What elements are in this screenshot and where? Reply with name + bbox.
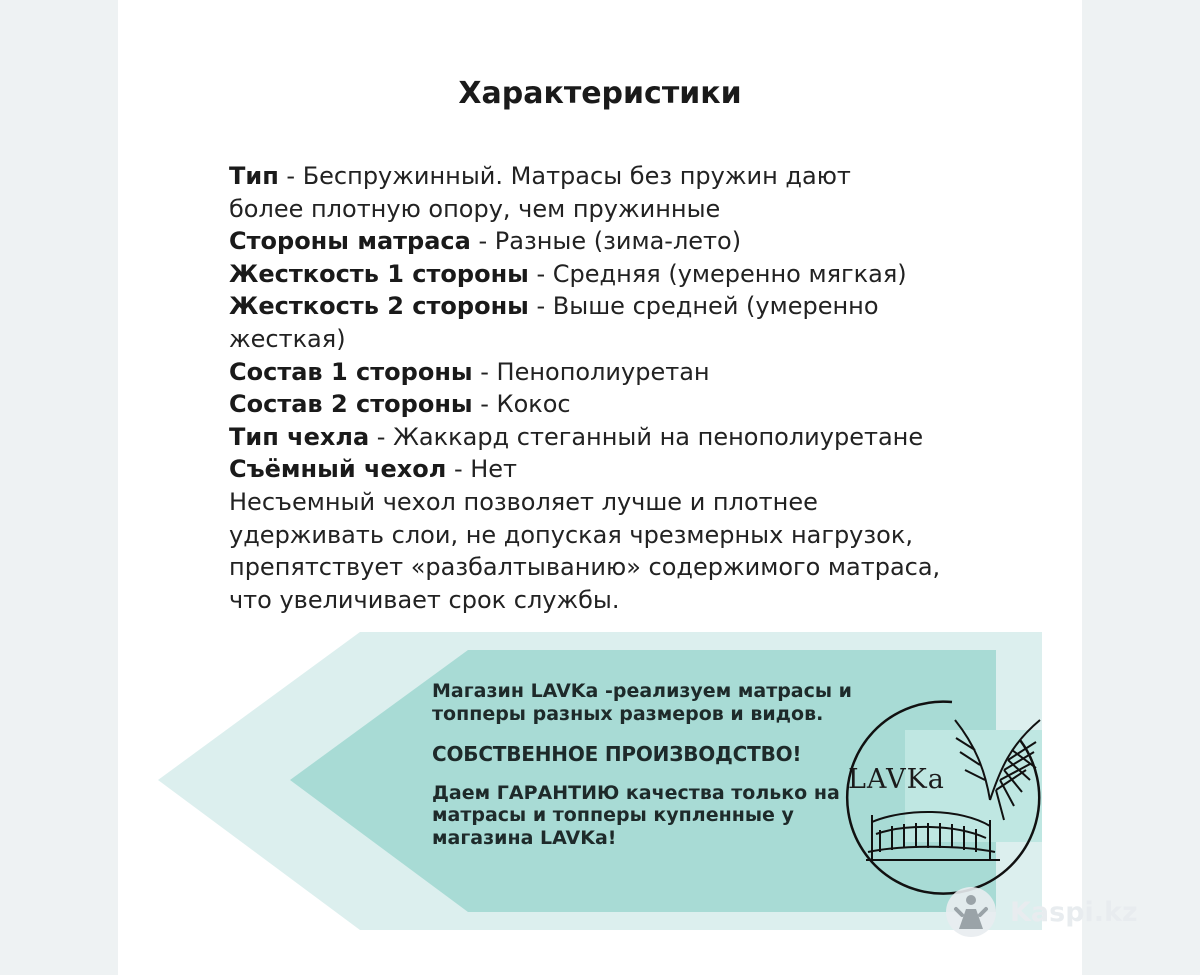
spec-separator: -	[446, 455, 471, 484]
lavka-logo-text: LAVKa	[848, 764, 945, 795]
spec-separator: -	[528, 259, 553, 288]
spec-label: Состав 2 стороны	[229, 390, 473, 419]
specs-list	[229, 160, 989, 616]
spec-row-composition-2	[229, 388, 989, 421]
spec-value: Кокос	[496, 390, 571, 419]
spec-row-composition-1	[229, 356, 989, 389]
promo-production-line: СОБСТВЕННОЕ ПРОИЗВОДСТВО!	[432, 742, 802, 766]
spec-label: Тип	[229, 162, 279, 190]
spec-separator: -	[369, 422, 394, 451]
spec-separator: -	[278, 162, 303, 190]
spec-value: Жаккард стеганный на пенополиуретане	[393, 422, 924, 451]
page-title: Характеристики	[458, 76, 742, 111]
spec-label: Съёмный чехол	[229, 455, 447, 484]
spec-row-firmness-2	[229, 290, 919, 355]
spec-value: Выше средней (умеренно жесткая)	[229, 292, 879, 353]
spec-row-type	[229, 160, 929, 225]
spec-value: Пенополиуретан	[496, 357, 710, 386]
spec-separator: -	[472, 357, 497, 386]
spec-row-sides	[229, 225, 989, 258]
spec-row-removable-cover	[229, 453, 989, 486]
cover-note: Несъемный чехол позволяет лучше и плотнее удерживать слои, не допуская чрезмерных нагрузок, препятствует «разбалтыванию» содержимого матраса, что увеличивает срок службы.	[229, 487, 941, 614]
spec-label: Жесткость 2 стороны	[229, 292, 529, 321]
promo-text	[432, 680, 852, 849]
spec-row-firmness-1	[229, 258, 989, 291]
spec-value: Нет	[470, 455, 518, 484]
spec-value: Беспружинный. Матрасы без пружин дают более плотную опору, чем пружинные	[229, 162, 851, 223]
promo-store-line: Магазин LAVKa -реализуем матрасы и топперы разных размеров и видов.	[432, 680, 852, 725]
spec-label: Стороны матраса	[229, 227, 471, 256]
kaspi-logo-icon	[944, 885, 998, 939]
kaspi-label: Kaspi.kz	[1010, 896, 1138, 928]
spec-separator: -	[472, 390, 497, 419]
spec-label: Тип чехла	[229, 422, 370, 451]
spec-value: Разные (зима-лето)	[494, 227, 742, 256]
spec-separator: -	[528, 292, 553, 321]
spec-value: Средняя (умеренно мягкая)	[552, 259, 907, 288]
promo-guarantee-line: Даем ГАРАНТИЮ качества только на матрасы и топперы купленные у магазина LAVKa!	[432, 781, 840, 849]
spec-separator: -	[470, 227, 495, 256]
spec-label: Состав 1 стороны	[229, 357, 473, 386]
kaspi-watermark	[944, 884, 1138, 940]
spec-label: Жесткость 1 стороны	[229, 259, 529, 288]
spec-row-cover-type	[229, 421, 989, 454]
